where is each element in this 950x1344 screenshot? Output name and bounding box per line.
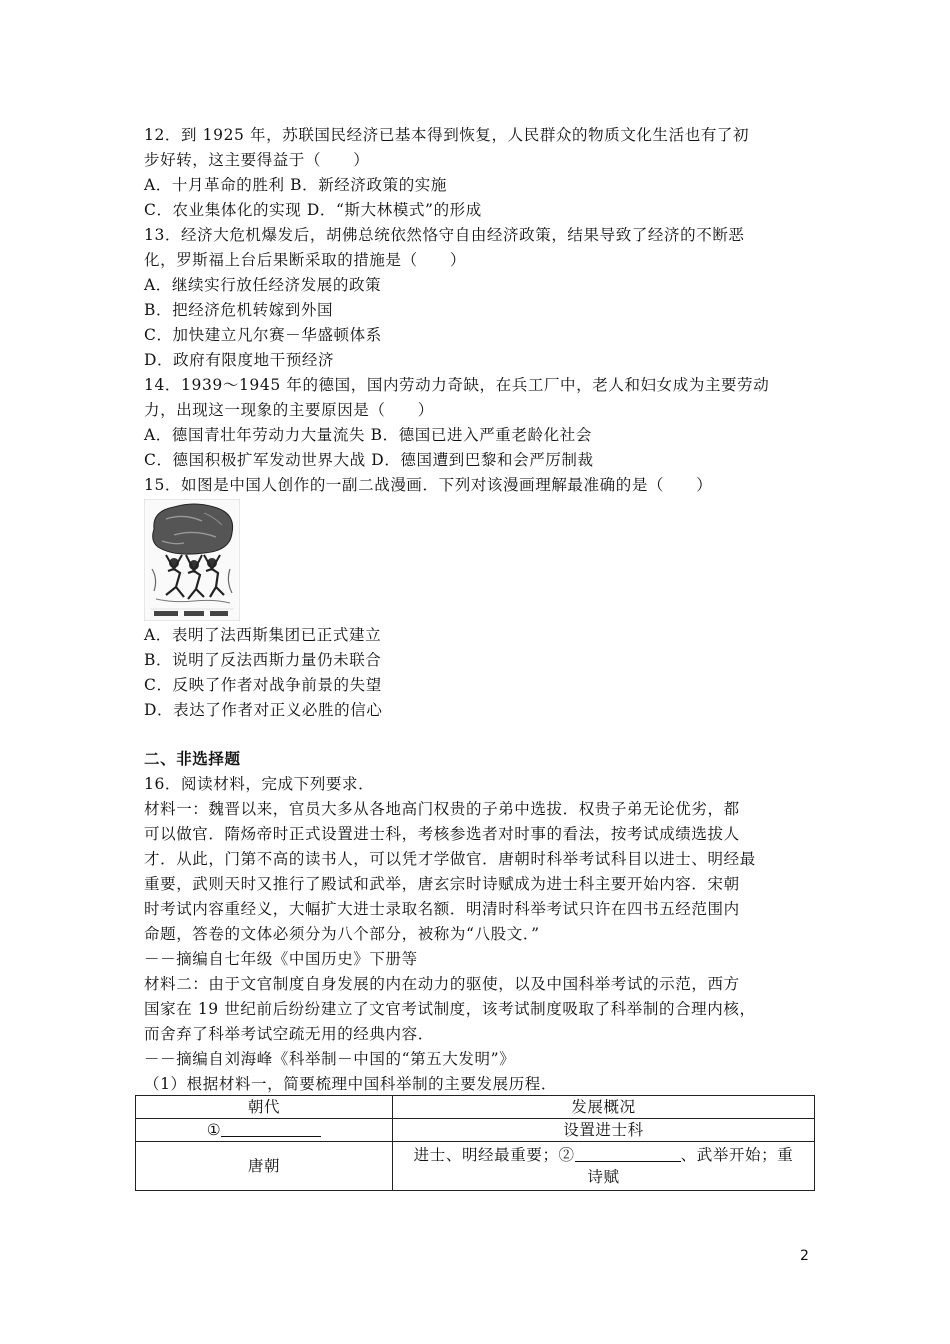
q13-option-a: A．继续实行放任经济发展的政策 [144,276,382,294]
q12-options-ab: A．十月革命的胜利 B．新经济政策的实施 [144,176,448,194]
q12-stem-line2: 步好转，这主要得益于（ ） [144,151,370,169]
q13-stem-line1: 13．经济大危机爆发后，胡佛总统依然恪守自由经济政策，结果导致了经济的不断恶 [144,226,745,244]
q16-intro: 16．阅读材料，完成下列要求． [144,775,375,793]
row2-overview-line1 [399,1144,808,1166]
material1-line2: 可以做官．隋炀帝时正式设置进士科，考核参选者对时事的看法，按考试成绩选拔人 [144,825,740,843]
q12-options-cd: C．农业集体化的实现 D．“斯大林模式”的形成 [144,201,482,219]
q14-stem-line2: 力，出现这一现象的主要原因是（ ） [144,401,434,419]
q15-option-d: D．表达了作者对正义必胜的信心 [144,701,383,719]
row2-dynasty: 唐朝 [136,1142,393,1191]
row1-dynasty-cell [136,1119,393,1142]
q12-stem-line1: 12．到 1925 年，苏联国民经济已基本得到恢复，人民群众的物质文化生活也有了初 [144,126,750,144]
material2-source: －－摘编自刘海峰《科举制－中国的“第五大发明”》 [144,1050,516,1068]
q15-option-c: C．反映了作者对战争前景的失望 [144,676,382,694]
material1-line3: 才．从此，门第不高的读书人，可以凭才学做官．唐朝时科举考试科目以进士、明经最 [144,850,756,868]
header-overview: 发展概况 [393,1096,815,1119]
material1-line4: 重要，武则天时又推行了殿试和武举，唐玄宗时诗赋成为进士科主要开始内容．宋朝 [144,875,740,893]
material2-line3: 而舍弃了科举考试空疏无用的经典内容． [144,1025,434,1043]
q14-stem-line1: 14．1939～1945 年的德国，国内劳动力奇缺，在兵工厂中，老人和妇女成为主要劳动 [144,376,770,394]
page-number: 2 [800,1248,809,1264]
q14-options-cd: C．德国积极扩军发动世界大战 D．德国遭到巴黎和会严厉制裁 [144,451,594,469]
table-row [136,1119,815,1142]
q15-option-a: A．表明了法西斯集团已正式建立 [144,626,382,644]
q15-stem: 15．如图是中国人创作的一副二战漫画．下列对该漫画理解最准确的是（ ） [144,476,713,494]
answer-blank-1[interactable] [221,1120,321,1137]
row2-overview-line2: 诗赋 [587,1168,620,1186]
table-row [136,1142,815,1191]
q15-option-b: B．说明了反法西斯力量仍未联合 [144,651,382,669]
material2-line2: 国家在 19 世纪前后纷纷建立了文官考试制度，该考试制度吸取了科举制的合理内核， [144,1000,756,1018]
table-header-row [136,1096,815,1119]
material2-line1: 材料二：由于文官制度自身发展的内在动力的驱使，以及中国科举考试的示范，西方 [144,975,740,993]
row2-overview-cell [393,1142,815,1191]
q13-stem-line2: 化，罗斯福上台后果断采取的措施是（ ） [144,251,467,269]
row2-text-b: 、武举开始；重 [680,1146,794,1164]
header-dynasty: 朝代 [136,1096,393,1119]
answer-blank-2[interactable] [575,1145,681,1162]
row2-text-a: 进士、明经最重要；② [413,1146,575,1164]
blank-1-label: ① [206,1121,222,1139]
row1-overview: 设置进士科 [393,1119,815,1142]
q13-option-b: B．把经济危机转嫁到外国 [144,301,334,319]
q14-options-ab: A．德国青壮年劳动力大量流失 B．德国已进入严重老龄化社会 [144,426,592,444]
material1-line6: 命题，答卷的文体必须分为八个部分，被称为“八股文．” [144,925,540,943]
keju-history-table [135,1095,815,1191]
q13-option-d: D．政府有限度地干预经济 [144,351,335,369]
material1-line5: 时考试内容重经义，大幅扩大进士录取名额．明清时科举考试只许在四书五经范围内 [144,900,740,918]
q13-option-c: C．加快建立凡尔赛－华盛顿体系 [144,326,382,344]
ww2-cartoon-image [144,499,240,621]
section-title: 二、非选择题 [144,750,241,768]
material1-source: －－摘编自七年级《中国历史》下册等 [144,950,418,968]
material1-line1: 材料一：魏晋以来，官员大多从各地高门权贵的子弟中选拔．权贵子弟无论优劣，都 [144,800,740,818]
q16-subquestion-1: （1）根据材料一，简要梳理中国科举制的主要发展历程． [144,1075,557,1093]
